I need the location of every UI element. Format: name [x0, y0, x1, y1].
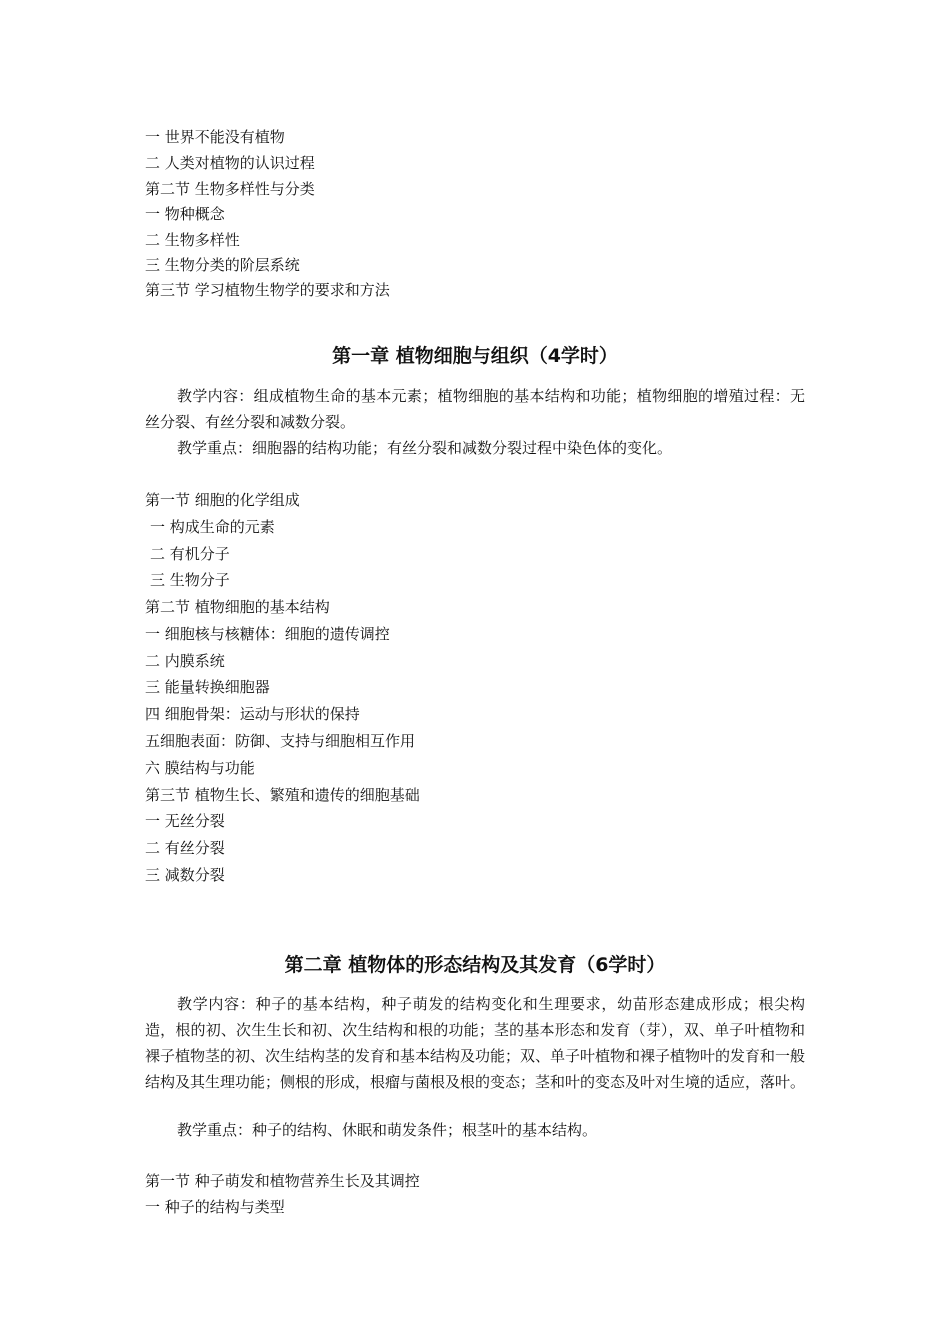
section-heading: 第二节 植物细胞的基本结构: [145, 598, 330, 616]
outline-item: 五细胞表面：防御、支持与细胞相互作用: [145, 732, 416, 750]
outline-item: 六 膜结构与功能: [145, 759, 255, 777]
outline-item: 一 物种概念: [145, 205, 225, 223]
outline-item: 二 有机分子: [150, 545, 230, 563]
teaching-content: 教学内容：种子的基本结构，种子萌发的结构变化和生理要求，幼苗形态建成形成；根尖构造，根的初、次生生长和初、次生结构和根的功能；茎的基本形态和发育（芽），双、单子叶植物和裸子植物茎的初、次生结构茎的发育和基本结构及功能；双、单子叶植物和裸子植物叶的发育和一般结构及其生理功能；侧根的形成，根瘤与菌根及根的变态；茎和叶的变态及叶对生境的适应，落叶。: [145, 995, 806, 1091]
chapter-title: 第一章 植物细胞与组织（4学时）: [332, 345, 618, 367]
outline-item: 三 生物分子: [150, 571, 230, 589]
section-heading: 第三节 学习植物生物学的要求和方法: [145, 281, 390, 299]
chapter-title: 第二章 植物体的形态结构及其发育（6学时）: [284, 954, 666, 976]
section-heading: 第二节 生物多样性与分类: [145, 180, 315, 198]
outline-item: 一 无丝分裂: [145, 812, 225, 830]
section-heading: 第一节 细胞的化学组成: [145, 491, 300, 509]
outline-item: 一 种子的结构与类型: [145, 1198, 285, 1216]
outline-item: 二 有丝分裂: [145, 839, 225, 857]
section-heading: 第一节 种子萌发和植物营养生长及其调控: [145, 1172, 420, 1190]
outline-item: 二 内膜系统: [145, 652, 225, 670]
outline-item: 四 细胞骨架：运动与形状的保持: [145, 705, 360, 723]
outline-item: 一 细胞核与核糖体：细胞的遗传调控: [145, 625, 390, 643]
outline-item: 一 构成生命的元素: [150, 518, 275, 536]
outline-item: 二 人类对植物的认识过程: [145, 154, 315, 172]
outline-item: 三 减数分裂: [145, 866, 225, 884]
section-heading: 第三节 植物生长、繁殖和遗传的细胞基础: [145, 786, 420, 804]
outline-item: 三 能量转换细胞器: [145, 678, 270, 696]
outline-item: 二 生物多样性: [145, 231, 240, 249]
teaching-content: 教学内容：组成植物生命的基本元素；植物细胞的基本结构和功能；植物细胞的增殖过程：无丝分裂、有丝分裂和减数分裂。: [145, 387, 805, 431]
outline-item: 三 生物分类的阶层系统: [145, 256, 300, 274]
outline-item: 一 世界不能没有植物: [145, 128, 285, 146]
teaching-focus: 教学重点：种子的结构、休眠和萌发条件；根茎叶的基本结构。: [177, 1121, 598, 1139]
teaching-focus: 教学重点：细胞器的结构功能；有丝分裂和减数分裂过程中染色体的变化。: [177, 439, 673, 457]
